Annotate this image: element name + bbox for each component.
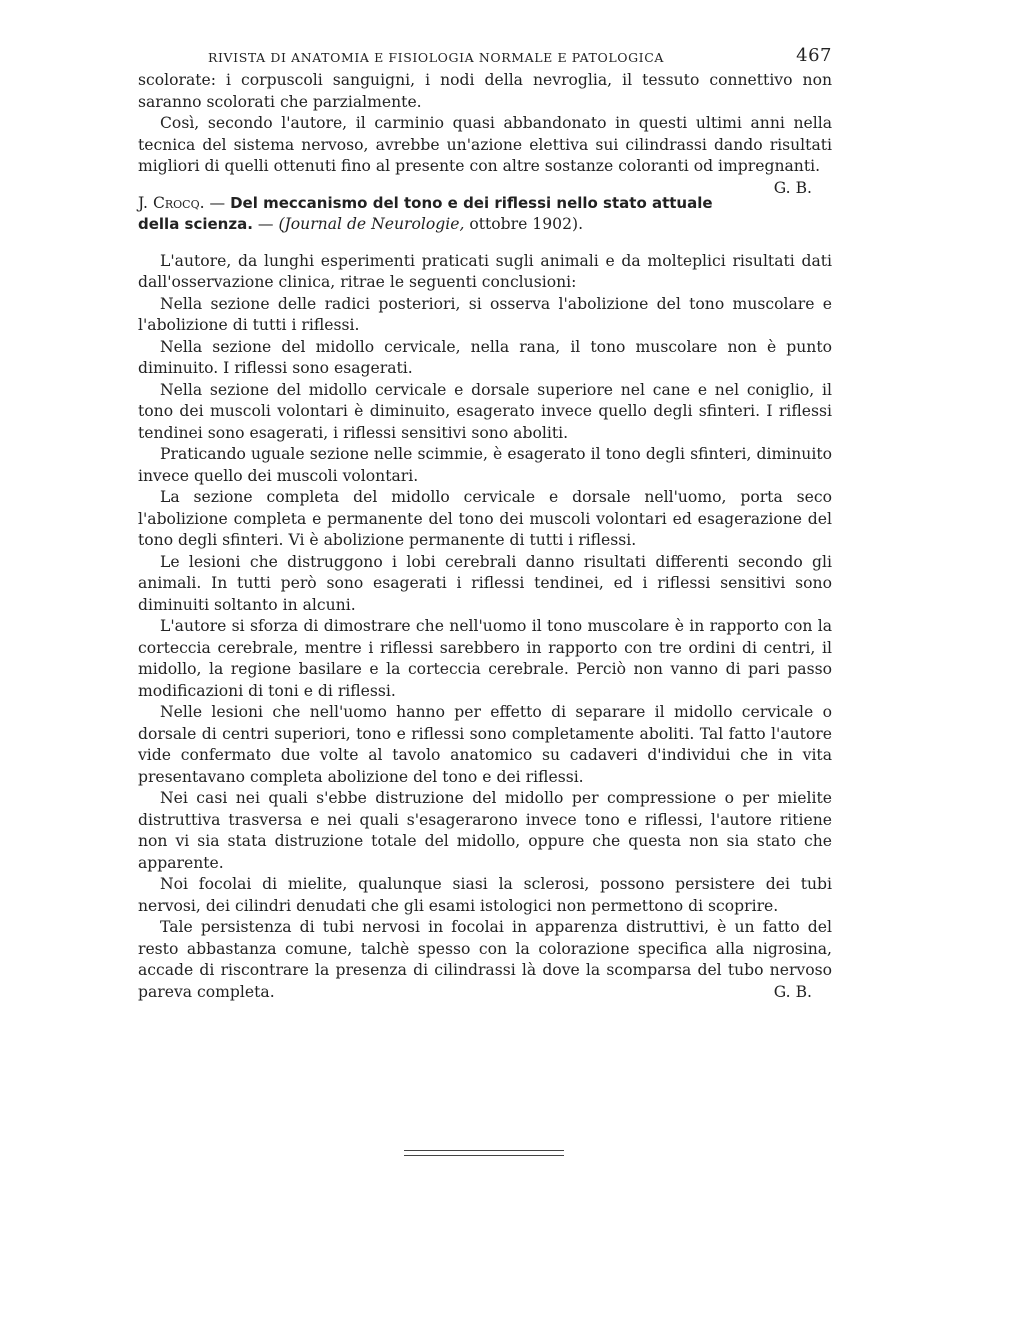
- review-paragraph: Nella sezione del midollo cervicale, nella rana, il tono muscolare non è punto diminuito. I riflessi sono esagerati.: [138, 337, 832, 377]
- review-signature: G. B.: [773, 982, 812, 1001]
- review-paragraph: Praticando uguale sezione nelle scimmie, è esagerato il tono degli sfinteri, diminuito invece quello dei muscoli volontari.: [138, 445, 832, 485]
- review-paragraph: Tale persistenza di tubi nervosi in focolai in apparenza distruttivi, è un fatto del resto abbastanza comune, talchè spesso con la colorazione specifica alla nigrosina, accade di riscontrare la presenza di cilindrassi là dove la scomparsa del tubo nervoso pareva completa.: [138, 918, 832, 1001]
- running-header: [138, 40, 832, 70]
- prev-review-signature: G. B.: [773, 178, 812, 197]
- review-title: Del meccanismo del tono e dei riflessi nello stato attuale della scienza.: [138, 193, 713, 233]
- page-number: 467: [796, 45, 832, 66]
- review-paragraph: Nei casi nei quali s'ebbe distruzione del midollo per compressione o per mielite distruttiva trasversa e nei quali s'esagerarono invece tono e riflessi, l'autore ritiene non vi sia stata distruzione totale del midollo, oppure che questa non sia stato che apparente.: [138, 789, 832, 872]
- prev-review-paragraph: Così, secondo l'autore, il carminio quasi abbandonato in questi ultimi anni nella tecnica del sistema nervoso, avrebbe un'azione elettiva sui cilindrassi dando risultati migliori di quelli ottenuti fino al presente con altre sostanze coloranti od impregnanti.: [138, 114, 832, 175]
- prev-review-paragraph: scolorate: i corpuscoli sanguigni, i nodi della nevroglia, il tessuto connettivo non saranno scolorati che parzialmente.: [138, 71, 832, 111]
- review-paragraph: L'autore, da lunghi esperimenti praticati sugli animali e da molteplici risultati dati dall'osservazione clinica, ritrae le seguenti conclusioni:: [138, 251, 832, 291]
- review-paragraph: Nelle lesioni che nell'uomo hanno per effetto di separare il midollo cervicale o dorsale di centri superiori, tono e riflessi sono completamente aboliti. Tal fatto l'autore vide confermato due volte al tavolo anatomico su cadaveri d'individui che in vita presentavano completa abolizione del tono e dei riflessi.: [138, 703, 832, 786]
- review-closing: [138, 917, 832, 1003]
- review-dash: —: [209, 193, 226, 212]
- review-paragraph: Le lesioni che distruggono i lobi cerebrali danno risultati differenti secondo gli animali. In tutti però sono esagerati i riflessi tendinei, ed i riflessi sensitivi sono diminuiti soltanto in alcuni.: [138, 552, 832, 614]
- review-paragraph: Nella sezione del midollo cervicale e dorsale superiore nel cane e nel coniglio, il tono dei muscoli volontari è diminuito, esagerato invece quello degli sfinteri. I riflessi tendinei sono esagerati, i riflessi sensitivi sono aboliti.: [138, 380, 832, 442]
- end-of-article-rule: [404, 1150, 564, 1156]
- page: [138, 40, 832, 1003]
- body-text: [138, 70, 832, 1003]
- review-journal: (Journal de Neurologie,: [278, 215, 465, 233]
- review-paragraph: Nella sezione delle radici posteriori, si osserva l'abolizione del tono muscolare e l'abolizione di tutti i riflessi.: [138, 294, 832, 334]
- review-dash: —: [257, 215, 274, 233]
- review-paragraph: La sezione completa del midollo cervicale e dorsale nell'uomo, porta seco l'abolizione completa e permanente del tono dei muscoli volontari ed esagerazione del tono degli sfinteri. Vi è abolizione permanente di tutti i riflessi.: [138, 488, 832, 549]
- review-paragraph: Noi focolai di mielite, qualunque siasi la sclerosi, possono persistere dei tubi nervosi, dei cilindri denudati che gli esami istologici non permettono di scoprire.: [138, 875, 832, 915]
- running-title: RIVISTA DI ANATOMIA E FISIOLOGIA NORMALE E PATOLOGICA: [208, 50, 664, 65]
- review-paragraph: L'autore si sforza di dimostrare che nell'uomo il tono muscolare è in rapporto con la corteccia cerebrale, mentre i riflessi sarebbero in rapporto con tre ordini di centri, il midollo, la regione basilare e la corteccia cerebrale. Perciò non vanno di pari passo modificazioni di toni e di riflessi.: [138, 617, 832, 700]
- review-heading: [138, 193, 832, 236]
- prev-review-closing: [138, 113, 832, 197]
- review-author: J. Crocq.: [138, 193, 205, 212]
- review-date: ottobre 1902).: [469, 215, 584, 233]
